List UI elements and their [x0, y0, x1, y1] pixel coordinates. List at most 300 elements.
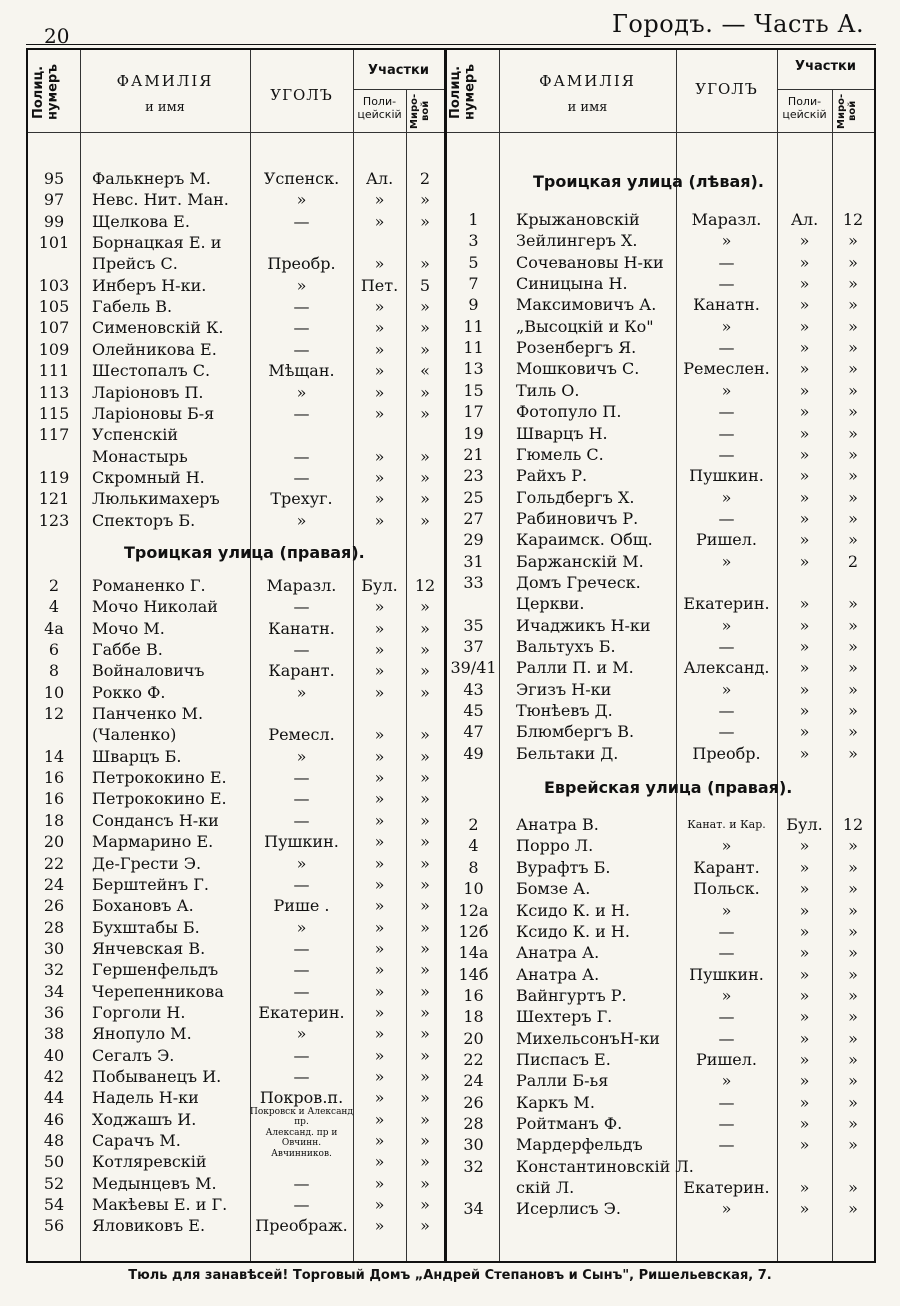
police-district: »: [799, 274, 810, 294]
resident-name: Ксидо К. и Н.: [516, 900, 630, 920]
resident-name: Ралли Б-ья: [516, 1071, 609, 1091]
resident-name: Сарачъ М.: [92, 1131, 181, 1151]
street-corner: —: [718, 402, 735, 422]
house-number: 10: [463, 879, 484, 899]
house-number: 101: [38, 233, 70, 253]
magistrate-district: 5: [419, 275, 431, 295]
street-corner: —: [293, 1045, 310, 1065]
resident-name: Шестопалъ С.: [92, 361, 211, 381]
magistrate-district: »: [848, 487, 858, 507]
resident-name: Бельтаки Д.: [516, 743, 619, 763]
police-district: »: [799, 679, 810, 699]
police-district: »: [374, 1088, 385, 1108]
street-corner: Мѣщан.: [268, 361, 335, 381]
house-number: 33: [463, 572, 484, 592]
house-number: 18: [43, 810, 65, 830]
house-number: 36: [43, 1002, 65, 1022]
street-corner: Пушкин.: [264, 832, 339, 852]
magistrate-district: »: [420, 682, 430, 702]
resident-name: Караимск. Общ.: [516, 530, 653, 550]
house-number: 48: [43, 1131, 65, 1151]
police-district: »: [374, 874, 385, 894]
magistrate-district: »: [420, 1195, 430, 1215]
street-corner: Ремеслен.: [683, 359, 770, 379]
street-corner: »: [721, 615, 732, 635]
resident-name: Романенко Г.: [92, 575, 206, 595]
magistrate-district: 12: [414, 575, 436, 595]
police-district: »: [374, 339, 385, 359]
police-district: »: [374, 297, 385, 317]
resident-name: Яловиковъ Е.: [92, 1216, 206, 1236]
street-corner: »: [296, 917, 307, 937]
police-district: »: [374, 618, 385, 638]
house-number: 10: [43, 682, 65, 702]
street-corner: Канатн.: [693, 295, 760, 315]
resident-name: Ралли П. и М.: [516, 658, 634, 678]
house-number: 34: [463, 1199, 484, 1219]
police-district: »: [799, 637, 810, 656]
magistrate-district: »: [848, 836, 858, 856]
house-number: 26: [43, 896, 65, 916]
police-district: »: [374, 1024, 385, 1044]
house-number: 117: [38, 425, 70, 445]
street-corner: »: [296, 382, 307, 402]
magistrate-district: »: [420, 832, 430, 852]
police-district: »: [799, 964, 810, 984]
house-number: 14: [43, 746, 65, 766]
street-corner: Маразл.: [266, 575, 337, 595]
police-district: »: [374, 1173, 385, 1193]
magistrate-district: »: [420, 297, 430, 317]
street-corner: —: [293, 297, 310, 317]
magistrate-district: »: [420, 853, 430, 873]
resident-name: Писпасъ Е.: [516, 1049, 611, 1069]
house-number: 54: [43, 1195, 65, 1215]
resident-name: Мочо Николай: [92, 597, 218, 617]
right-header-and-name: и имя: [567, 100, 608, 115]
magistrate-district: 2: [419, 169, 431, 188]
house-number: 14а: [458, 943, 489, 963]
street-corner: —: [293, 467, 310, 487]
street-corner: »: [721, 380, 732, 400]
police-district: »: [374, 768, 385, 788]
house-number: 8: [48, 661, 60, 681]
magistrate-district: »: [848, 423, 858, 443]
resident-name: Прейсъ С.: [92, 254, 178, 274]
magistrate-district: »: [420, 1045, 430, 1065]
magistrate-district: »: [848, 943, 858, 963]
house-number: 111: [38, 361, 70, 381]
street-corner: »: [296, 682, 307, 702]
magistrate-district: 12: [842, 210, 864, 229]
resident-name: Янопуло М.: [92, 1024, 192, 1044]
resident-name: Бухштабы Б.: [92, 917, 200, 937]
house-number: 56: [43, 1216, 65, 1236]
directory-table: [26, 48, 876, 1263]
magistrate-district: »: [420, 254, 430, 274]
police-district: »: [374, 597, 385, 617]
resident-name: Рокко Ф.: [92, 682, 166, 702]
house-number: 121: [38, 489, 70, 509]
police-district: »: [374, 254, 385, 274]
resident-name: Порро Л.: [516, 836, 594, 856]
house-number: 119: [38, 467, 70, 487]
house-number: 24: [43, 874, 65, 894]
right-district-rule: [777, 89, 874, 90]
magistrate-district: »: [848, 1092, 858, 1112]
house-number: 31: [463, 551, 484, 571]
police-district: »: [374, 1002, 385, 1022]
police-district: Бул.: [786, 815, 823, 835]
running-title: Городъ. — Часть А.: [612, 10, 865, 38]
resident-name: Домъ Греческ.: [516, 572, 641, 592]
resident-name: Монастырь: [92, 446, 188, 466]
magistrate-district: »: [420, 960, 430, 980]
police-district: »: [374, 190, 385, 210]
magistrate-district: »: [420, 746, 430, 766]
magistrate-district: »: [848, 1178, 858, 1198]
house-number: 50: [43, 1152, 65, 1172]
resident-name: Тюнѣевъ Д.: [516, 701, 613, 721]
magistrate-district: »: [848, 444, 858, 464]
street-corner: —: [718, 1114, 735, 1133]
street-corner: »: [296, 510, 307, 530]
house-number: 2: [468, 815, 479, 835]
police-district: »: [374, 789, 385, 809]
resident-name: Габбе В.: [92, 640, 163, 659]
right-header-surname: ФАМИЛІЯ: [539, 72, 636, 90]
police-district: »: [799, 1092, 810, 1112]
street-corner: —: [718, 423, 735, 443]
resident-name: (Чаленко): [92, 725, 177, 745]
resident-name: Анатра А.: [516, 943, 600, 963]
resident-name: Тиль О.: [516, 380, 580, 400]
police-district: »: [374, 489, 385, 509]
house-number: 47: [463, 722, 484, 742]
street-corner: —: [293, 403, 310, 423]
resident-name: Сондансъ Н-ки: [92, 810, 219, 830]
house-number: 15: [463, 380, 484, 400]
house-number: 30: [43, 938, 65, 958]
magistrate-district: »: [420, 1152, 430, 1172]
house-number: 12б: [458, 921, 489, 941]
street-corner: —: [293, 981, 310, 1001]
street-corner: —: [718, 1092, 735, 1112]
magistrate-district: »: [848, 380, 858, 400]
resident-name: Черепенникова: [92, 981, 224, 1001]
resident-name: Де-Грести Э.: [92, 853, 202, 873]
magistrate-district: »: [848, 964, 858, 984]
house-number: 29: [463, 530, 484, 550]
magistrate-district: »: [420, 382, 430, 402]
magistrate-district: »: [420, 467, 430, 487]
resident-name: Анатра А.: [516, 964, 600, 984]
police-district: »: [374, 853, 385, 873]
resident-name: Мармарино Е.: [92, 832, 214, 852]
magistrate-district: »: [420, 896, 430, 916]
magistrate-district: »: [420, 1109, 430, 1129]
magistrate-district: 2: [847, 551, 859, 571]
resident-name: Спекторъ Б.: [92, 510, 196, 530]
resident-name: Борнацкая Е. и: [92, 233, 222, 253]
resident-name: Сочевановы Н-ки: [516, 252, 664, 272]
house-number: 22: [43, 853, 65, 873]
police-district: »: [799, 1028, 810, 1048]
street-corner: »: [721, 1071, 732, 1091]
resident-name: Макѣевы Е. и Г.: [92, 1195, 228, 1215]
resident-name: Надель Н-ки: [92, 1088, 199, 1108]
right-header-pol-num: Полиц. нумеръ: [448, 64, 478, 120]
house-number: 9: [468, 295, 479, 315]
resident-name: Мардерфельдъ: [516, 1135, 643, 1155]
police-district: »: [799, 402, 810, 422]
magistrate-district: »: [848, 615, 858, 635]
house-number: 12а: [458, 900, 489, 920]
street-corner: »: [721, 1199, 732, 1219]
page-number: 20: [44, 24, 70, 48]
magistrate-district: »: [848, 1028, 858, 1048]
resident-name: Максимовичъ А.: [516, 295, 657, 315]
house-number: 32: [43, 960, 65, 980]
resident-name: Анатра В.: [516, 815, 599, 835]
police-district: »: [799, 985, 810, 1005]
police-district: »: [799, 658, 810, 678]
street-corner: »: [721, 836, 732, 856]
police-district: »: [374, 403, 385, 423]
magistrate-district: »: [420, 768, 430, 788]
police-district: »: [799, 530, 810, 550]
police-district: Бул.: [361, 575, 398, 595]
resident-name: Каркъ М.: [516, 1092, 595, 1112]
street-corner: —: [293, 1173, 310, 1193]
street-corner: Польск.: [693, 879, 760, 899]
street-corner: —: [293, 597, 310, 617]
resident-name: Синицына Н.: [516, 274, 628, 294]
house-number: 109: [38, 339, 70, 359]
police-district: »: [799, 857, 810, 877]
magistrate-district: »: [848, 1049, 858, 1069]
street-corner: Покров.п.: [259, 1088, 344, 1108]
police-district: »: [799, 879, 810, 899]
magistrate-district: »: [420, 446, 430, 466]
house-number: 16: [43, 789, 65, 809]
left-header-pol-num: Полиц. нумеръ: [31, 64, 61, 120]
left-section-heading: Троицкая улица (правая).: [124, 542, 365, 562]
street-corner: Преобр.: [267, 254, 336, 274]
resident-name: Гершенфельдъ: [92, 960, 219, 980]
police-district: »: [374, 810, 385, 830]
magistrate-district: »: [420, 318, 430, 338]
police-district: »: [799, 1007, 810, 1027]
house-number: 11: [463, 316, 484, 336]
magistrate-district: »: [420, 489, 430, 509]
street-corner: —: [718, 444, 735, 464]
magistrate-district: »: [848, 658, 858, 678]
street-corner: »: [721, 900, 732, 920]
magistrate-district: »: [420, 1088, 430, 1108]
resident-name: Люлькимахеръ: [92, 489, 220, 509]
police-district: »: [799, 487, 810, 507]
police-district: »: [374, 1131, 385, 1151]
house-number: 34: [43, 981, 65, 1001]
street-corner: »: [721, 316, 732, 336]
house-number: 19: [463, 423, 484, 443]
police-district: »: [799, 423, 810, 443]
house-number: 1: [468, 210, 479, 229]
magistrate-district: »: [848, 722, 858, 742]
street-corner: Карант.: [268, 661, 335, 681]
police-district: »: [799, 921, 810, 941]
resident-name: Скромный Н.: [92, 467, 205, 487]
house-number: 32: [463, 1156, 484, 1176]
resident-name: Котляревскій: [92, 1152, 207, 1172]
magistrate-district: »: [848, 295, 858, 315]
house-number: 44: [43, 1088, 65, 1108]
house-number: 49: [463, 743, 484, 763]
resident-name: Берштейнъ Г.: [92, 874, 209, 894]
police-district: »: [374, 211, 385, 231]
police-district: »: [374, 361, 385, 381]
police-district: »: [799, 900, 810, 920]
police-district: »: [799, 295, 810, 315]
street-corner: Ришел.: [695, 1049, 758, 1069]
street-corner: —: [293, 938, 310, 958]
resident-name: Петрококино Е.: [92, 789, 227, 809]
police-district: »: [799, 722, 810, 742]
left-header-and-name: и имя: [145, 100, 185, 115]
resident-name: Мошковичъ С.: [516, 359, 640, 379]
house-number: 115: [38, 403, 70, 423]
resident-name: Исерлисъ Э.: [516, 1199, 622, 1219]
house-number: 6: [48, 640, 60, 659]
magistrate-district: »: [848, 743, 858, 763]
resident-name: Ходжашъ И.: [92, 1109, 197, 1129]
magistrate-district: »: [420, 1173, 430, 1193]
police-district: »: [799, 466, 810, 486]
house-number: 24: [463, 1071, 484, 1091]
house-number: 2: [48, 575, 60, 595]
police-district: »: [799, 338, 810, 358]
top-rule: [26, 44, 876, 45]
street-corner: »: [296, 853, 307, 873]
left-header-police: Поли-цейскій: [357, 95, 402, 121]
magistrate-district: »: [420, 211, 430, 231]
street-corner: »: [721, 985, 732, 1005]
street-corner: »: [721, 231, 732, 251]
resident-name: Инберъ Н-ки.: [92, 275, 207, 295]
house-number: 17: [463, 402, 484, 422]
resident-name: Вайнгуртъ Р.: [516, 985, 627, 1005]
house-number: 105: [38, 297, 70, 317]
magistrate-district: »: [420, 661, 430, 681]
police-district: »: [374, 640, 385, 659]
resident-name: Невс. Нит. Ман.: [92, 190, 229, 210]
house-number: 28: [43, 917, 65, 937]
resident-name: Янчевская В.: [92, 938, 206, 958]
street-corner: Покровск и Александ пр.: [250, 1106, 353, 1127]
house-number: 4: [468, 836, 479, 856]
house-number: 107: [38, 318, 70, 338]
magistrate-district: »: [420, 917, 430, 937]
street-corner: »: [296, 190, 307, 210]
street-corner: —: [718, 252, 735, 272]
resident-name: Ксидо К. и Н.: [516, 921, 630, 941]
magistrate-district: »: [848, 1071, 858, 1091]
resident-name: Бохановъ А.: [92, 896, 194, 916]
right-num-divider: [499, 50, 500, 1261]
street-corner: —: [293, 1195, 310, 1215]
resident-name: Щелкова Е.: [92, 211, 190, 231]
street-corner: Екатерин.: [683, 1178, 770, 1198]
street-corner: Ришел.: [695, 530, 758, 550]
street-corner: —: [293, 318, 310, 338]
resident-name: Крыжановскій: [516, 210, 640, 229]
magistrate-district: »: [420, 403, 430, 423]
left-num-divider: [80, 50, 81, 1261]
police-district: »: [799, 1135, 810, 1155]
house-number: 35: [463, 615, 484, 635]
advertisement-footer: Тюль для занавѣсей! Торговый Домъ „Андрей Степановъ и Сынъ", Ришельевская, 7.: [128, 1268, 772, 1283]
police-district: »: [799, 1178, 810, 1198]
resident-name: Мочо М.: [92, 618, 165, 638]
police-district: »: [799, 1114, 810, 1133]
police-district: »: [374, 446, 385, 466]
house-number: 14б: [458, 964, 489, 984]
street-corner: »: [296, 275, 307, 295]
magistrate-district: »: [420, 190, 430, 210]
police-district: »: [374, 960, 385, 980]
right-section-heading-troitskaya: Троицкая улица (лѣвая).: [533, 172, 764, 191]
magistrate-district: 12: [842, 815, 864, 835]
resident-name: Фалькнеръ М.: [92, 169, 211, 188]
police-district: »: [799, 1049, 810, 1069]
house-number: 40: [43, 1045, 65, 1065]
police-district: »: [374, 1216, 385, 1236]
magistrate-district: »: [420, 938, 430, 958]
resident-name: Эгизъ Н-ки: [516, 679, 612, 699]
police-district: Ал.: [365, 169, 394, 188]
street-corner: —: [293, 768, 310, 788]
house-number: 8: [468, 857, 479, 877]
magistrate-district: »: [848, 594, 858, 614]
street-corner: —: [293, 339, 310, 359]
magistrate-district: »: [848, 1007, 858, 1027]
resident-name: скій Л.: [516, 1178, 575, 1198]
right-header-districts: Участки: [795, 59, 856, 74]
street-corner: —: [718, 1135, 735, 1155]
magistrate-district: »: [420, 510, 430, 530]
house-number: 11: [463, 338, 484, 358]
magistrate-district: »: [848, 637, 858, 656]
house-number: 52: [43, 1173, 65, 1193]
street-corner: Александ.: [683, 658, 770, 678]
right-header-corner: УГОЛЪ: [695, 80, 758, 98]
street-corner: —: [293, 810, 310, 830]
police-district: »: [374, 1109, 385, 1129]
house-number: 37: [463, 637, 484, 656]
street-corner: —: [293, 446, 310, 466]
street-corner: —: [293, 874, 310, 894]
house-number: 4: [48, 597, 60, 617]
left-header-corner: УГОЛЪ: [270, 86, 333, 104]
street-corner: —: [293, 640, 310, 659]
resident-name: Петрококино Е.: [92, 768, 227, 788]
house-number: 7: [468, 274, 479, 294]
house-number: 30: [463, 1135, 484, 1155]
street-corner: »: [721, 551, 732, 571]
street-corner: »: [296, 746, 307, 766]
resident-name: Ройтманъ Ф.: [516, 1114, 623, 1133]
